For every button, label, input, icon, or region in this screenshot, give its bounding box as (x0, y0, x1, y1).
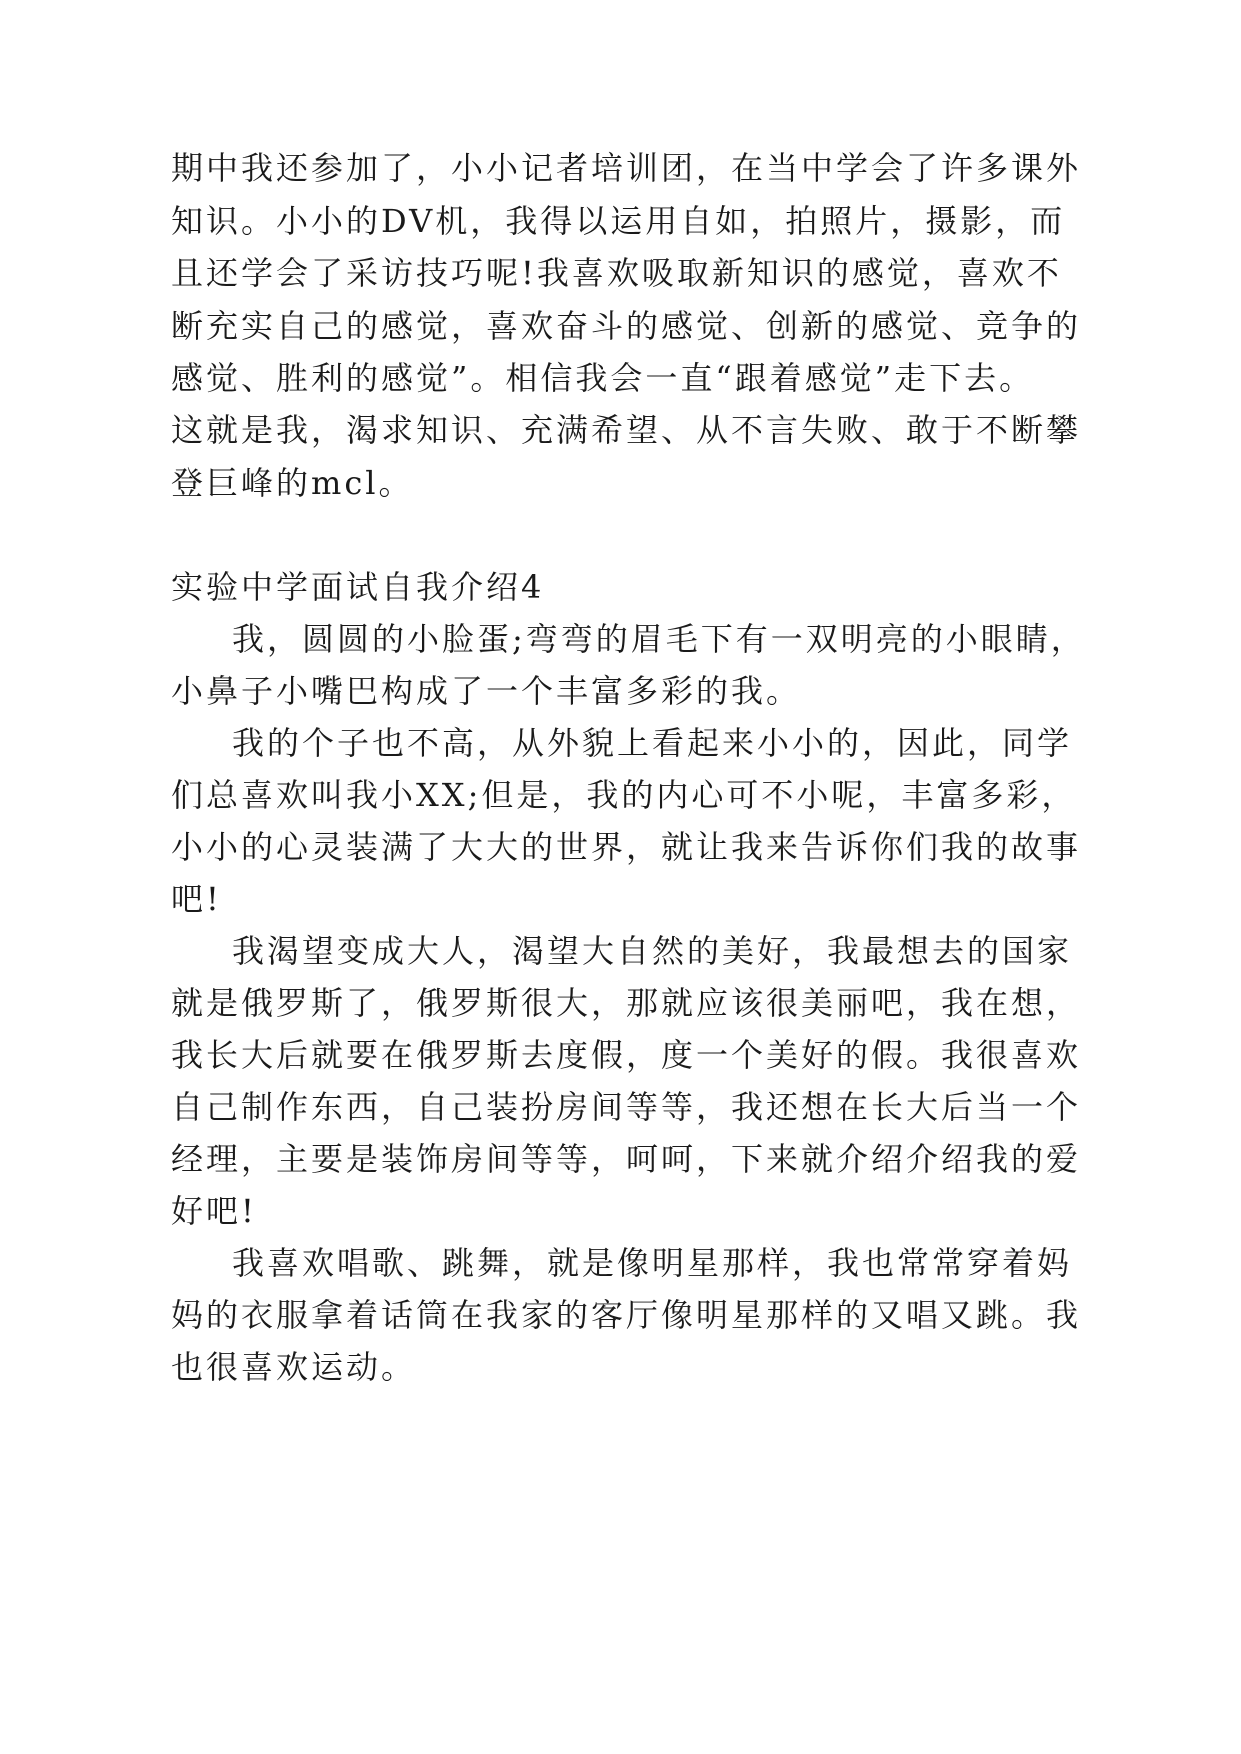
text-line: 们总喜欢叫我小XX;但是，我的内心可不小呢，丰富多彩， (171, 776, 1077, 814)
paragraph-first-line: 我喜欢唱歌、跳舞，就是像明星那样，我也常常穿着妈 (232, 1244, 1073, 1282)
text-line: 登巨峰的mcl。 (171, 464, 414, 502)
text-line: 自己制作东西，自己装扮房间等等，我还想在长大后当一个 (171, 1088, 1082, 1126)
text-line: 也很喜欢运动。 (171, 1348, 417, 1386)
text-line: 断充实自己的感觉，喜欢奋斗的感觉、创新的感觉、竞争的 (171, 307, 1082, 345)
text-line: 小小的心灵装满了大大的世界，就让我来告诉你们我的故事 (171, 828, 1082, 866)
text-line: 经理，主要是装饰房间等等，呵呵，下来就介绍介绍我的爱 (171, 1140, 1082, 1178)
paragraph-first-line: 我渴望变成大人，渴望大自然的美好，我最想去的国家 (232, 932, 1073, 970)
text-line: 感觉、胜利的感觉”。相信我会一直“跟着感觉”走下去。 (171, 359, 1035, 397)
text-line: 知识。小小的DV机，我得以运用自如，拍照片，摄影，而 (171, 202, 1066, 240)
text-line: 且还学会了采访技巧呢!我喜欢吸取新知识的感觉，喜欢不 (171, 254, 1062, 292)
text-line: 好吧! (171, 1192, 257, 1230)
text-line: 吧! (171, 880, 222, 918)
text-line: 就是俄罗斯了，俄罗斯很大，那就应该很美丽吧，我在想， (171, 984, 1082, 1022)
text-line: 期中我还参加了，小小记者培训团，在当中学会了许多课外 (171, 149, 1082, 187)
section-heading: 实验中学面试自我介绍4 (171, 568, 545, 606)
paragraph-first-line: 我，圆圆的小脸蛋;弯弯的眉毛下有一双明亮的小眼睛， (232, 620, 1086, 658)
text-line: 这就是我，渴求知识、充满希望、从不言失败、敢于不断攀 (171, 411, 1082, 449)
text-line: 妈的衣服拿着话筒在我家的客厅像明星那样的又唱又跳。我 (171, 1296, 1082, 1334)
text-line: 我长大后就要在俄罗斯去度假，度一个美好的假。我很喜欢 (171, 1036, 1082, 1074)
text-line: 小鼻子小嘴巴构成了一个丰富多彩的我。 (171, 672, 802, 710)
paragraph-first-line: 我的个子也不高，从外貌上看起来小小的，因此，同学 (232, 724, 1073, 762)
